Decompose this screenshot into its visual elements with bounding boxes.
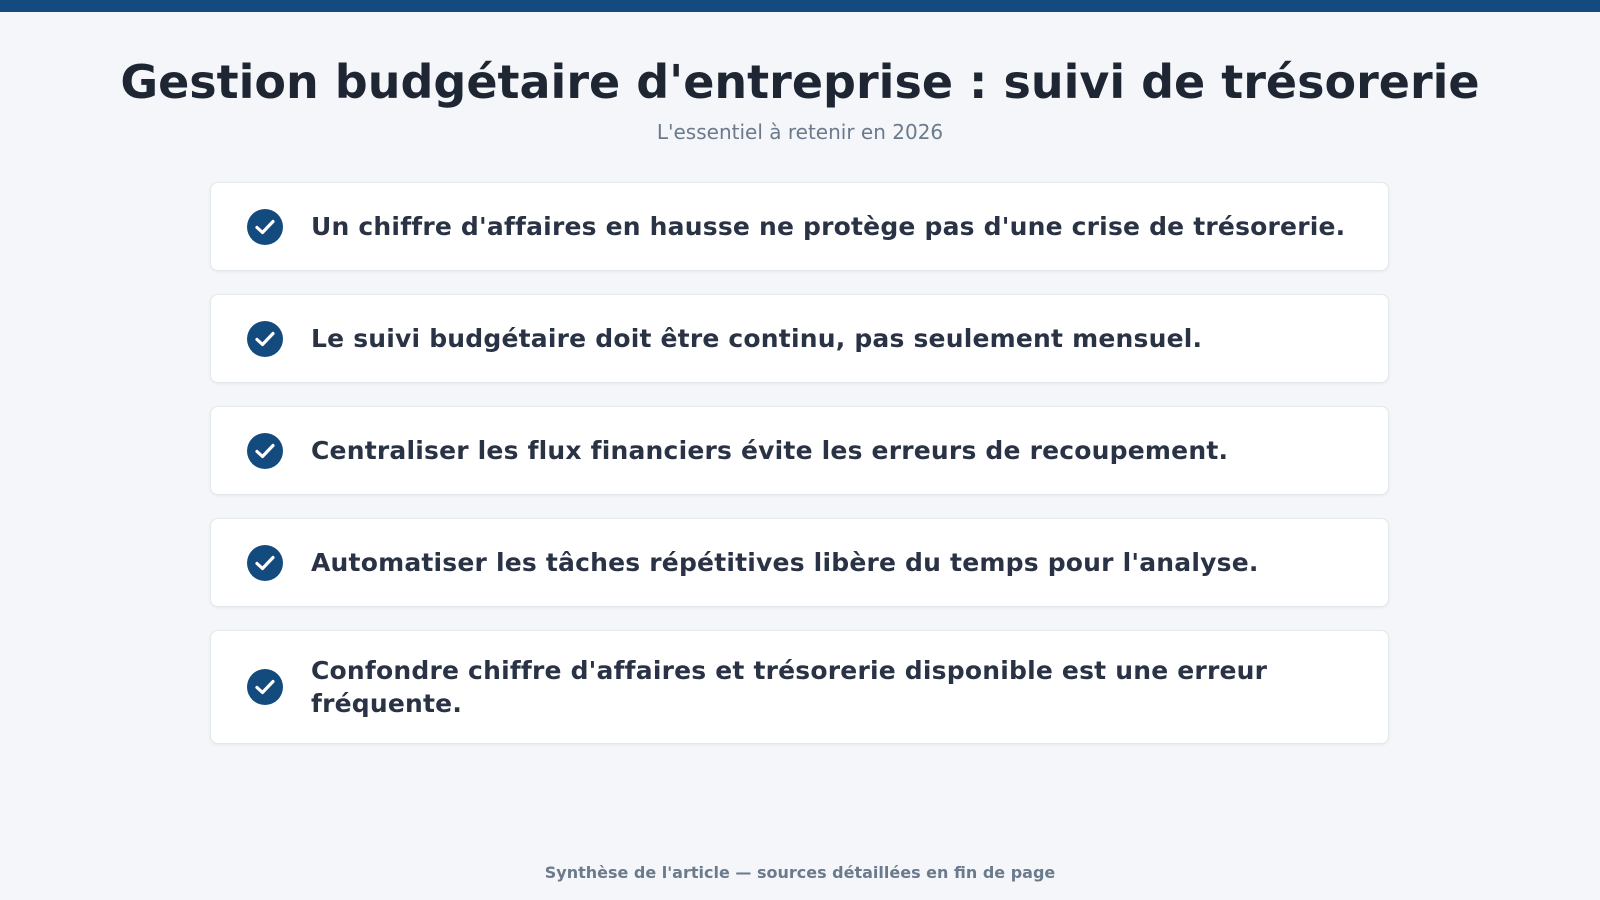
takeaway-item [210, 294, 1389, 383]
takeaway-item [210, 182, 1389, 271]
takeaway-text: Centraliser les flux financiers évite les erreurs de recoupement. [311, 436, 1229, 465]
takeaway-item [210, 518, 1389, 607]
check-circle-icon [247, 669, 283, 705]
takeaway-text: Le suivi budgétaire doit être continu, pas seulement mensuel. [311, 324, 1203, 353]
takeaway-text: Un chiffre d'affaires en hausse ne protège pas d'une crise de trésorerie. [311, 212, 1346, 241]
takeaways-list [210, 182, 1389, 744]
page-subtitle: L'essentiel à retenir en 2026 [656, 120, 944, 144]
takeaway-item [210, 406, 1389, 495]
check-circle-icon [247, 545, 283, 581]
check-circle-icon [247, 433, 283, 469]
takeaway-item [210, 630, 1389, 744]
top-accent-bar [0, 0, 1600, 12]
check-circle-icon [247, 209, 283, 245]
takeaway-text: Confondre chiffre d'affaires et trésorerie disponible est une erreur fréquente. [311, 656, 1268, 718]
check-circle-icon [247, 321, 283, 357]
page-title: Gestion budgétaire d'entreprise : suivi de trésorerie [120, 55, 1480, 109]
takeaway-text: Automatiser les tâches répétitives libère du temps pour l'analyse. [311, 548, 1259, 577]
footer-note: Synthèse de l'article — sources détaillées en fin de page [544, 863, 1056, 882]
